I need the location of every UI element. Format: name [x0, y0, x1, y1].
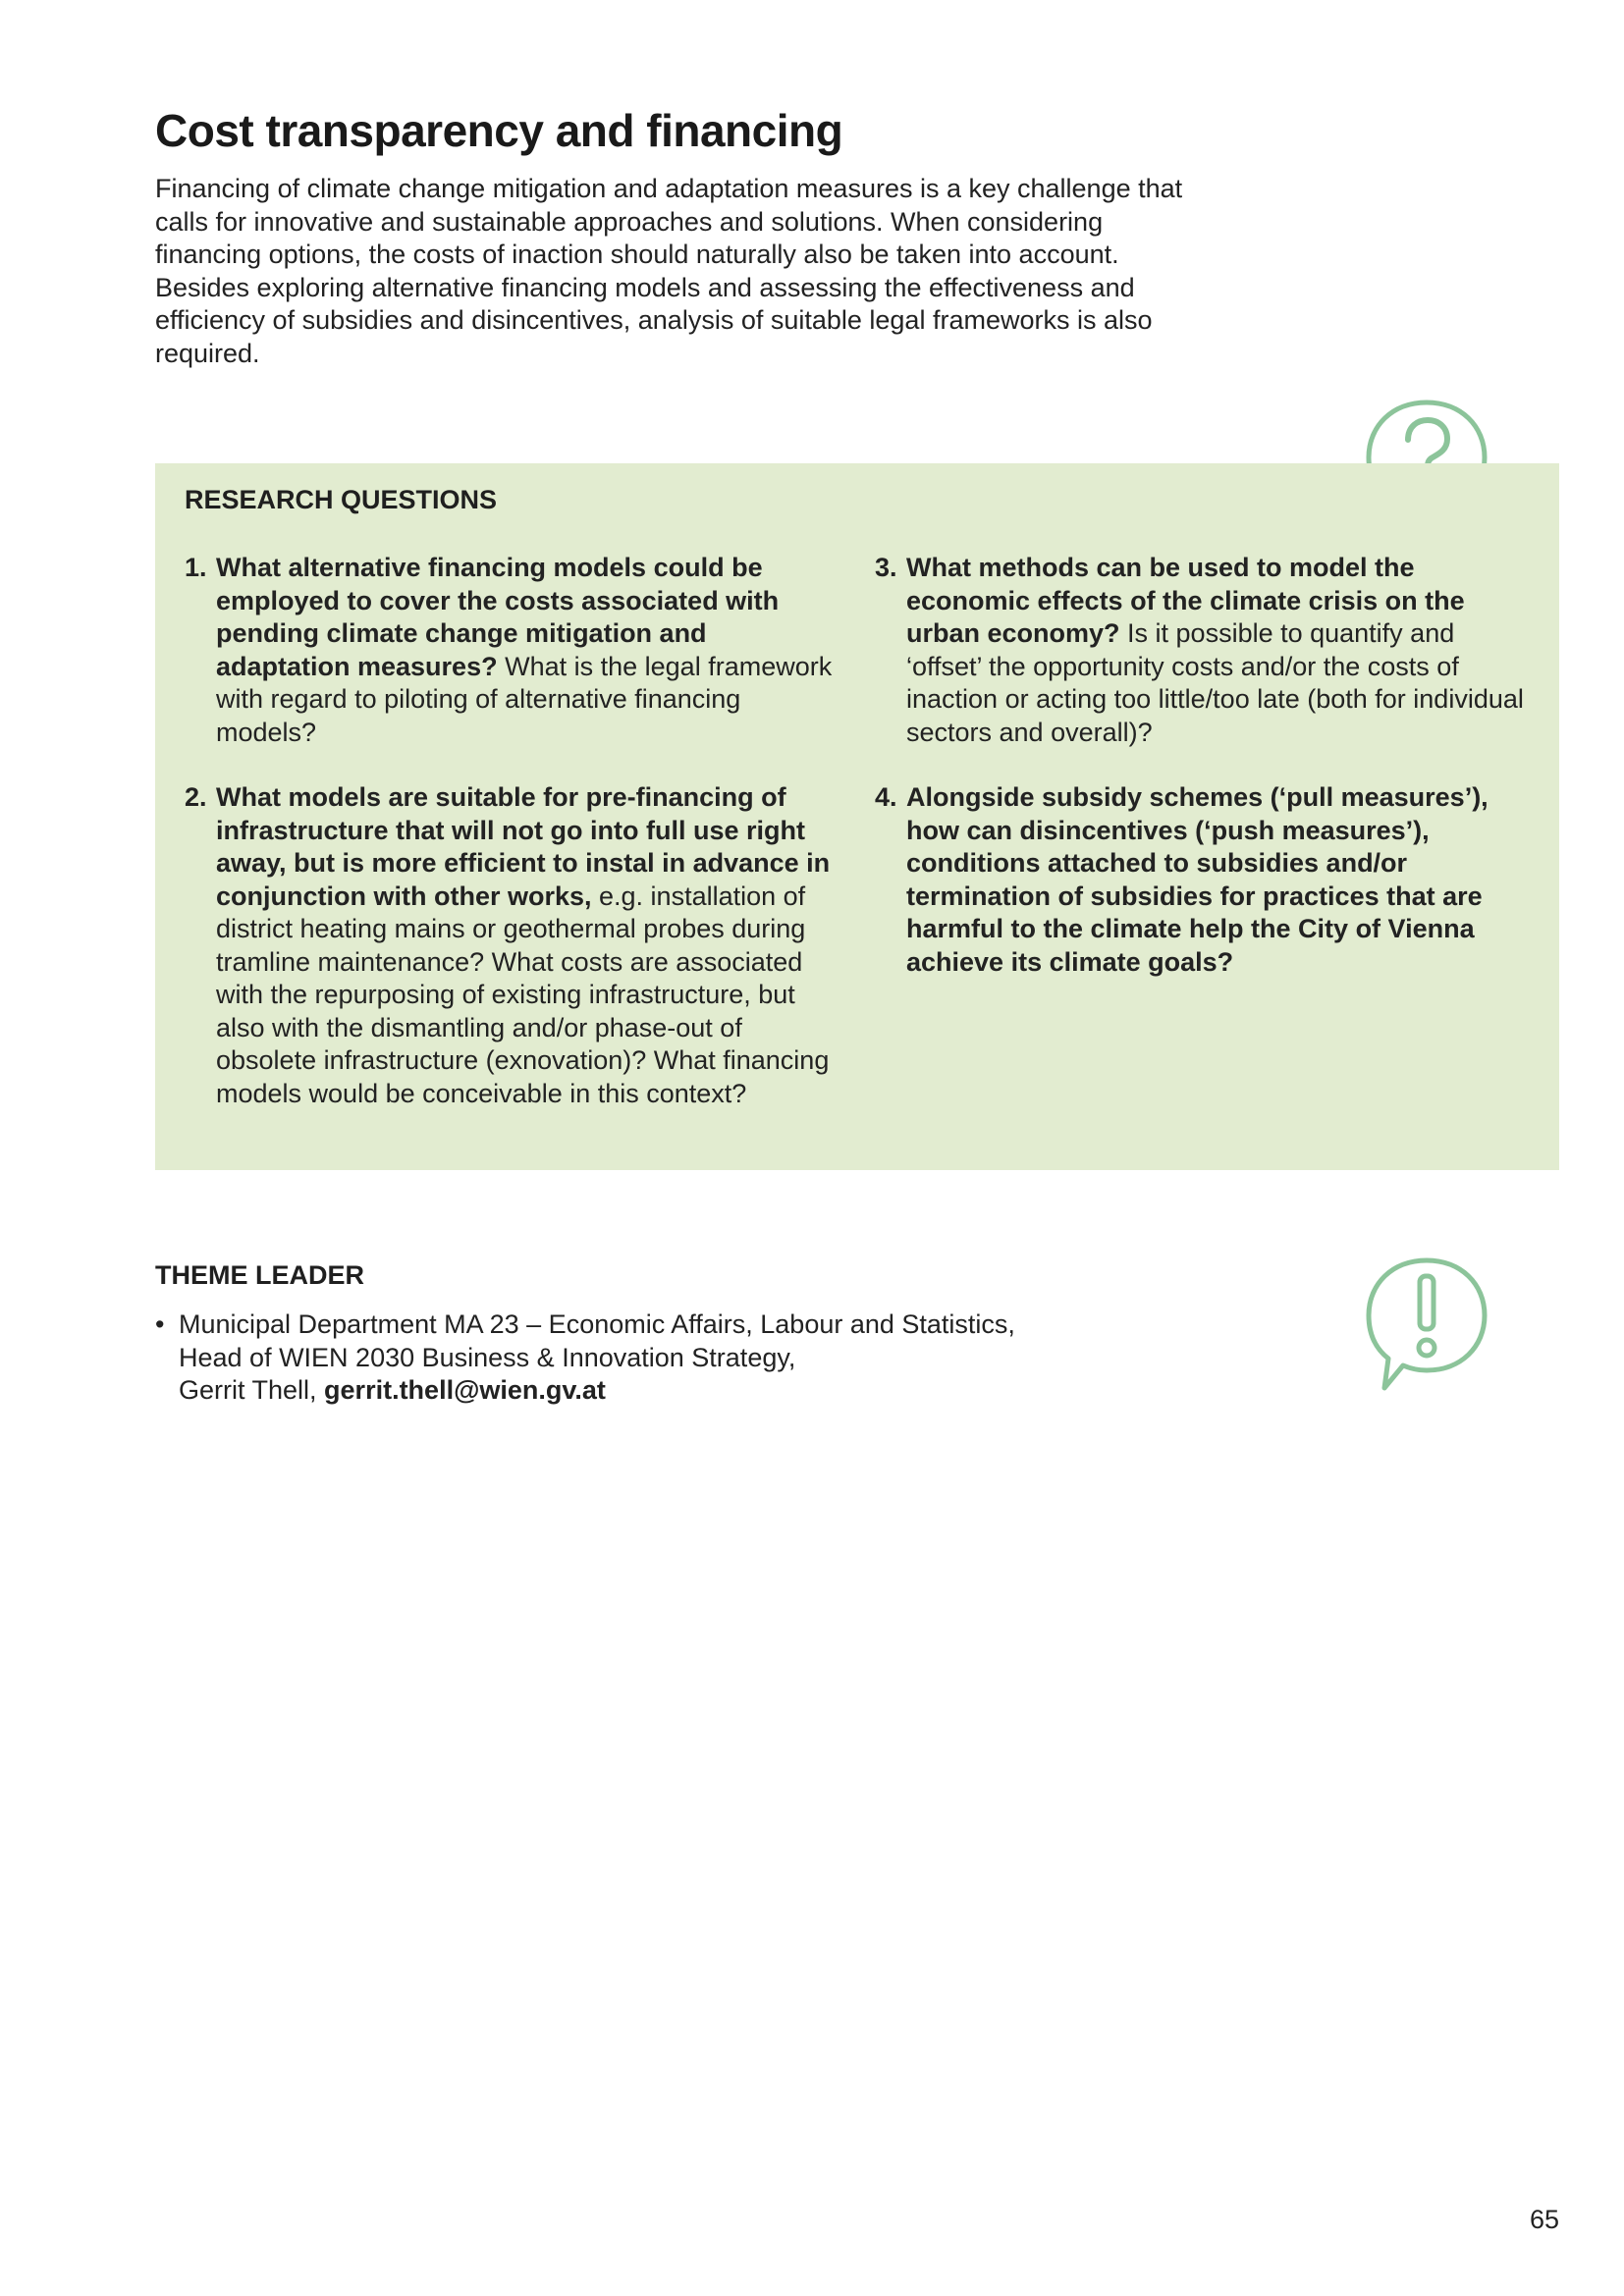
question-text: Is it possible to quantify and ‘offset’ the opportunity costs and/or the costs of inaction or acting too little/too late (both for individual sectors and overall)?: [906, 618, 1524, 747]
question-number: 2.: [185, 782, 207, 812]
page-number: 65: [1529, 2205, 1559, 2234]
section-title: Cost transparency and financing: [155, 105, 843, 156]
research-questions-box: [155, 463, 1559, 1170]
question-bold-text: What methods can be used to model the economic effects of the climate crisis on the urban economy?: [906, 553, 1465, 648]
question-text: e.g. installation of district heating mains or geothermal probes during tramline maintenance? What costs are associated with the repurposing of existing infrastructure, but also with the dismantling and/or phase-out of obsolete infrastructure (exnovation)? What financing models would be conceivable in this context?: [216, 881, 830, 1108]
question-bold-text: What alternative financing models could be employed to cover the costs associated with pending climate change mitigation and adaptation measures?: [216, 553, 780, 681]
question-text: What is the legal framework with regard to piloting of alternative financing models?: [216, 651, 833, 747]
theme-leader-name: Gerrit Thell,: [179, 1375, 325, 1405]
research-questions-right-column: [875, 552, 1533, 1011]
theme-leader-entry: [155, 1308, 1235, 1408]
research-questions-heading: RESEARCH QUESTIONS: [185, 485, 498, 514]
exclamation-bubble-icon: [1363, 1253, 1490, 1395]
theme-leader-email-link[interactable]: gerrit.thell@wien.gv.at: [324, 1375, 606, 1405]
research-question-2: [185, 781, 833, 1110]
question-bold-text: Alongside subsidy schemes (‘pull measures’), how can disincentives (‘push measures’), conditions attached to subsidies and/or termination of subsidies for practices that are harmful to the climate help the City of Vienna achieve its climate goals?: [906, 782, 1489, 977]
research-question-4: [875, 781, 1533, 979]
question-bold-text: What models are suitable for pre-financing of infrastructure that will not go into full use right away, but is more efficient to instal in advance in conjunction with other works,: [216, 782, 831, 911]
theme-leader-department: Municipal Department MA 23 – Economic Affairs, Labour and Statistics,: [179, 1309, 1015, 1339]
theme-leader-role: Head of WIEN 2030 Business & Innovation Strategy,: [179, 1342, 796, 1372]
research-questions-left-column: [185, 552, 833, 1143]
research-question-3: [875, 552, 1533, 749]
question-number: 4.: [875, 782, 897, 812]
research-question-1: [185, 552, 833, 749]
question-number: 1.: [185, 553, 207, 582]
theme-leader-contact: [179, 1374, 1235, 1408]
theme-leader-heading: THEME LEADER: [155, 1260, 365, 1290]
bullet: •: [155, 1309, 165, 1339]
intro-paragraph: Financing of climate change mitigation and adaptation measures is a key challenge that calls for innovative and sustainable approaches and solutions. When considering financing options, the costs of inaction should naturally also be taken into account. Besides exploring alternative financing models and assessing the effectiveness and efficiency of subsidies and disincentives, analysis of suitable legal frameworks is also required.: [155, 174, 1183, 368]
question-number: 3.: [875, 553, 897, 582]
